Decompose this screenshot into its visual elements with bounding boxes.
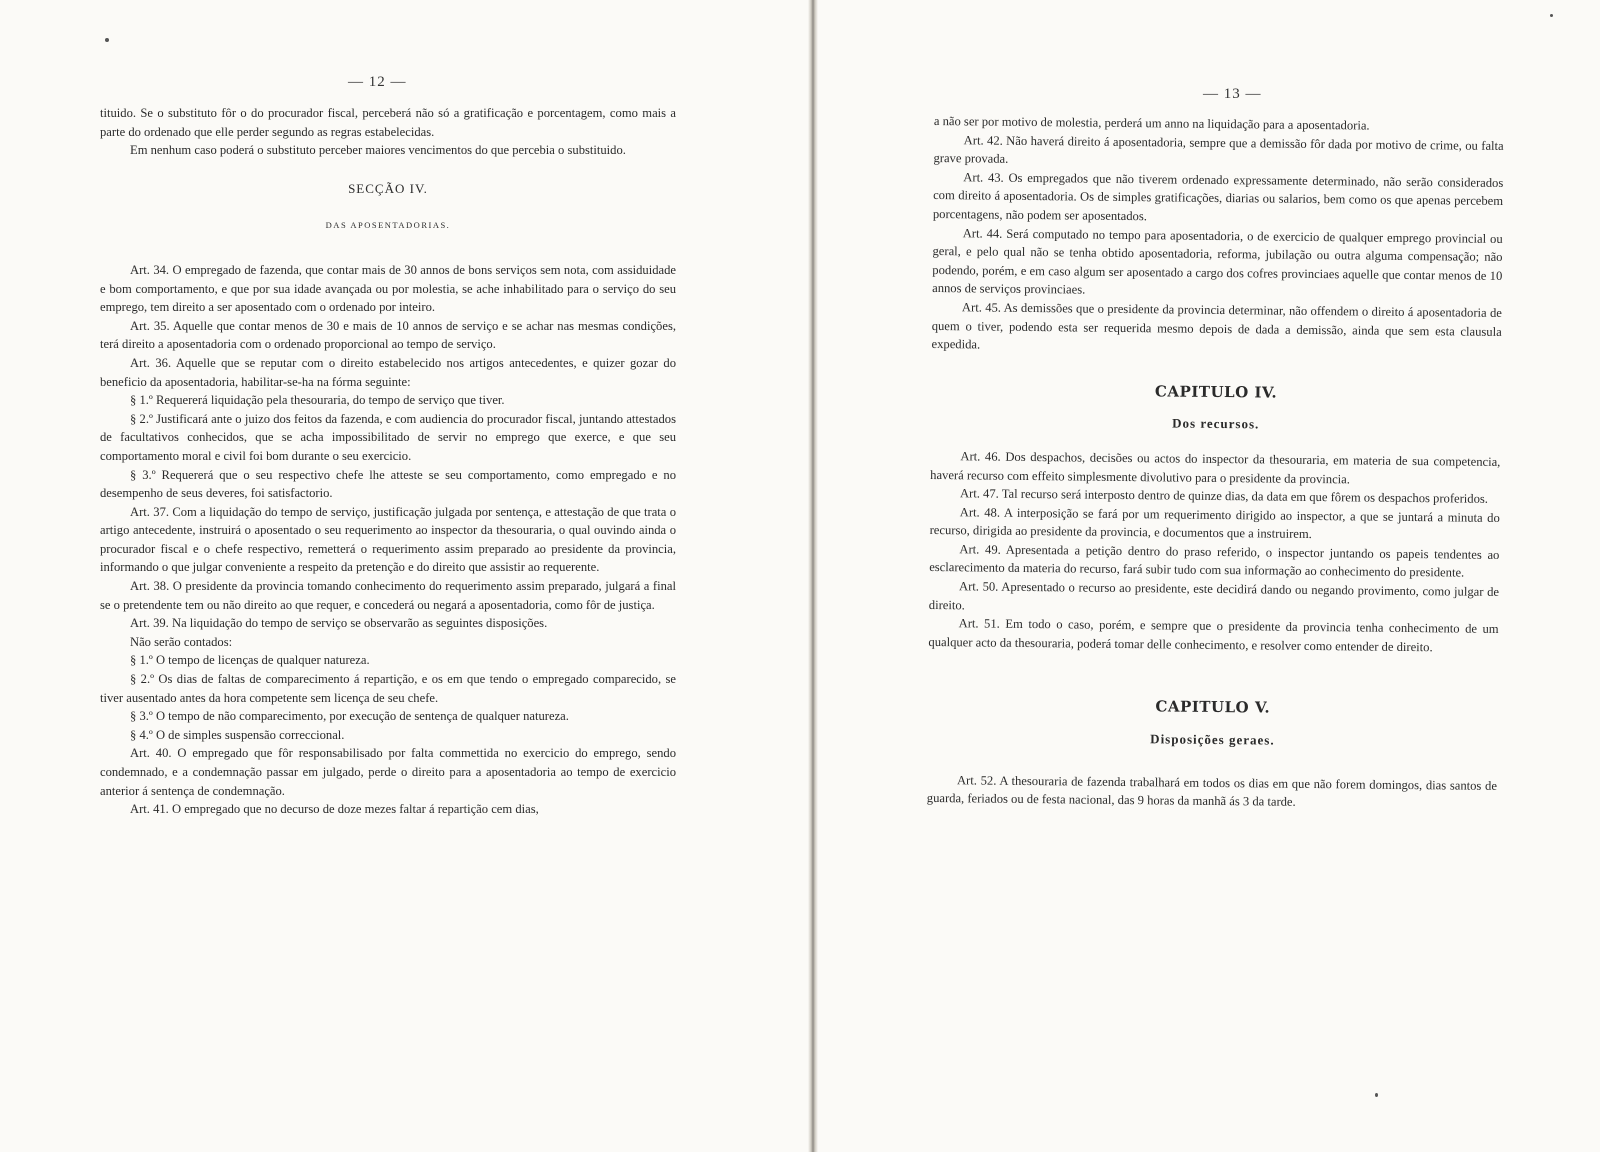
scan-speck	[1375, 1093, 1378, 1097]
scan-speck	[105, 38, 109, 42]
section-title: SECÇÃO IV.	[348, 180, 428, 196]
chapter-subtitle: Dos recursos.	[1172, 415, 1260, 432]
article-49: Art. 49. Apresentada a petição dentro do praso referido, o inspector juntando os papeis tendentes ao esclarecimento da materia do recurso, fará subir tudo com sua informação ao conhecimento do presidente.	[929, 542, 1500, 581]
right-page	[818, 0, 1600, 1152]
paragraph-clause: § 4.º O de simples suspensão correccional.	[130, 727, 345, 742]
article-41: Art. 41. O empregado que no decurso de doze mezes faltar á repartição cem dias,	[130, 802, 539, 817]
article-43: Art. 43. Os empregados que não tiverem ordenado expressamente determinado, não serão considerados com direito á aposentadoria. Os de simples gratificações, diarias ou salarios, bem como os que apenas percebem porcentagens, não podem ser aposentados.	[932, 170, 1504, 224]
article-35: Art. 35. Aquelle que contar menos de 30 e mais de 10 annos de serviço e se achar nas mesmas condições, terá direito a aposentadoria com o ordenado proporcional ao tempo de serviço.	[100, 318, 676, 352]
chapter-title: CAPITULO IV.	[1154, 382, 1278, 402]
article-48: Art. 48. A interposição se fará por um requerimento dirigido ao inspector, a que se juntará a minuta do recurso, dirigida ao presidente da provincia, e documentos que a instruirem.	[929, 504, 1500, 542]
article-38: Art. 38. O presidente da provincia tomando conhecimento do requerimento assim preparado, julgará a final se o pretendente tem ou não direito ao que requer, e concederá ou negará a aposentadoria, como fôr de justiça.	[100, 579, 676, 612]
paragraph-clause: § 2.º Justificará ante o juizo dos feitos da fazenda, e com audiencia do procurador fiscal, juntando attestados de facultativos conhecidos, que se acha impossibilitado de servir no emprego que exerce, e que seu comportamento moral e civil foi bom durante o seu exercicio.	[100, 411, 676, 463]
article-40: Art. 40. O empregado que fôr responsabilisado por falta commettida no exercicio do emprego, sendo condemnado, e a condemnação passar em julgado, perde o direito para a aposentadoria ao tempo de exercicio anterior á sentença de condemnação.	[100, 746, 676, 798]
article-44: Art. 44. Será computado no tempo para aposentadoria, o de exercicio de qualquer emprego provincial ou geral, e pelo qual não se tenha obtido aposentadoria, reforma, jubilação ou outra alguma compensação; não podendo, porém, e em caso algum ser aposentado a cargo dos cofres provinciaes aquelle que contar menos de 10 annos de serviços provinciaes.	[932, 225, 1503, 297]
article-34: Art. 34. O empregado de fazenda, que contar mais de 30 annos de bons serviços sem nota, com assiduidade e bom comportamento, e que por sua idade avançada ou por molestia, se ache inhabilitado para o serviço do seu emprego, tem direito a ser aposentado com o ordenado por inteiro.	[100, 262, 676, 315]
paragraph-clause: § 3.º Requererá que o seu respectivo chefe lhe atteste se seu comportamento, como empregado e no desempenho de seus deveres, foi satisfactorio.	[100, 467, 676, 501]
section-subtitle: DAS APOSENTADORIAS.	[325, 220, 451, 231]
article-36: Art. 36. Aquelle que se reputar com o direito estabelecido nos artigos antecedentes, e quizer gozar do beneficio da aposentadoria, habilitar-se-ha na fórma seguinte:	[100, 355, 676, 389]
chapter-subtitle: Disposições geraes.	[1150, 731, 1275, 748]
article-47: Art. 47. Tal recurso será interposto dentro de quinze dias, da data em que fôrem os despachos proferidos.	[959, 486, 1489, 506]
article-46: Art. 46. Dos despachos, decisões ou actos do inspector da thesouraria, em materia de sua competencia, haverá recurso com effeito simplesmente divolutivo para o presidente da provincia.	[930, 449, 1501, 486]
paragraph: Não serão contados:	[130, 634, 233, 649]
article-45: Art. 45. As demissões que o presidente da provincia determinar, não offendem o direito á aposentadoria de quem o tiver, podendo esta ser requerida mesmo depois de dada a demissão, ainda que sem esta clausula expedida.	[931, 300, 1503, 352]
page-number: — 12 —	[348, 74, 407, 90]
paragraph-clause: § 1.º Requererá liquidação pela thesouraria, do tempo de serviço que tiver.	[130, 393, 505, 408]
paragraph-clause: § 3.º O tempo de não comparecimento, por execução de sentença de qualquer natureza.	[130, 709, 569, 724]
article-37: Art. 37. Com a liquidação do tempo de serviço, justificação julgada por sentença, e attestação de que trata o artigo antecedente, instruirá o aposentado o seu requerimento ao inspector da thesouraria, o qual ouvindo ainda o procurador fiscal e o chefe respectivo, remetterá o requerimento assim preparado ao presidente da provincia, informando o que julgar conveniente a respeito da pretenção e do direito que assistir ao requerente.	[100, 504, 676, 575]
article-42: Art. 42. Não haverá direito á aposentadoria, sempre que a demissão fôr dada por motivo de crime, ou falta grave provada.	[933, 132, 1504, 166]
paragraph-clause: § 2.º Os dias de faltas de comparecimento á repartição, e os em que tendo o empregado comparecido, se tiver ausentado antes da hora competente sem licença de seu chefe.	[100, 672, 676, 705]
scan-speck	[1550, 14, 1553, 17]
chapter-title: CAPITULO V.	[1155, 697, 1271, 717]
page-body	[927, 112, 1504, 814]
paragraph-clause: § 1.º O tempo de licenças de qualquer natureza.	[130, 653, 370, 668]
article-39: Art. 39. Na liquidação do tempo de serviço se observarão as seguintes disposições.	[130, 616, 548, 631]
article-52: Art. 52. A thesouraria de fazenda trabalhará em todos os dias em que não forem domingos, dias santos de guarda, feriados ou de festa nacional, das 9 horas da manhã ás 3 da tarde.	[926, 772, 1498, 810]
page-body	[100, 104, 676, 819]
book-gutter	[808, 0, 818, 1152]
article-51: Art. 51. Em todo o caso, porém, e sempre que o presidente da provincia tenha conhecimento de um qualquer acto da thesouraria, poderá tomar delle conhecimento, e resolver como entender de direito.	[928, 616, 1499, 655]
paragraph: a não ser por motivo de molestia, perderá um anno na liquidação para a aposentadoria.	[933, 113, 1370, 133]
article-50: Art. 50. Apresentado o recurso ao presidente, este decidirá dando ou negando provimento, como julgar de direito.	[928, 579, 1500, 613]
page-number: — 13 —	[1203, 86, 1262, 102]
paragraph: Em nenhum caso poderá o substituto perceber maiores vencimentos do que percebia o substituido.	[130, 143, 626, 158]
paragraph: tituido. Se o substituto fôr o do procurador fiscal, perceberá não só a gratificação e porcentagem, como mais a parte do ordenado que elle perder segundo as regras estabelecidas.	[100, 106, 676, 139]
